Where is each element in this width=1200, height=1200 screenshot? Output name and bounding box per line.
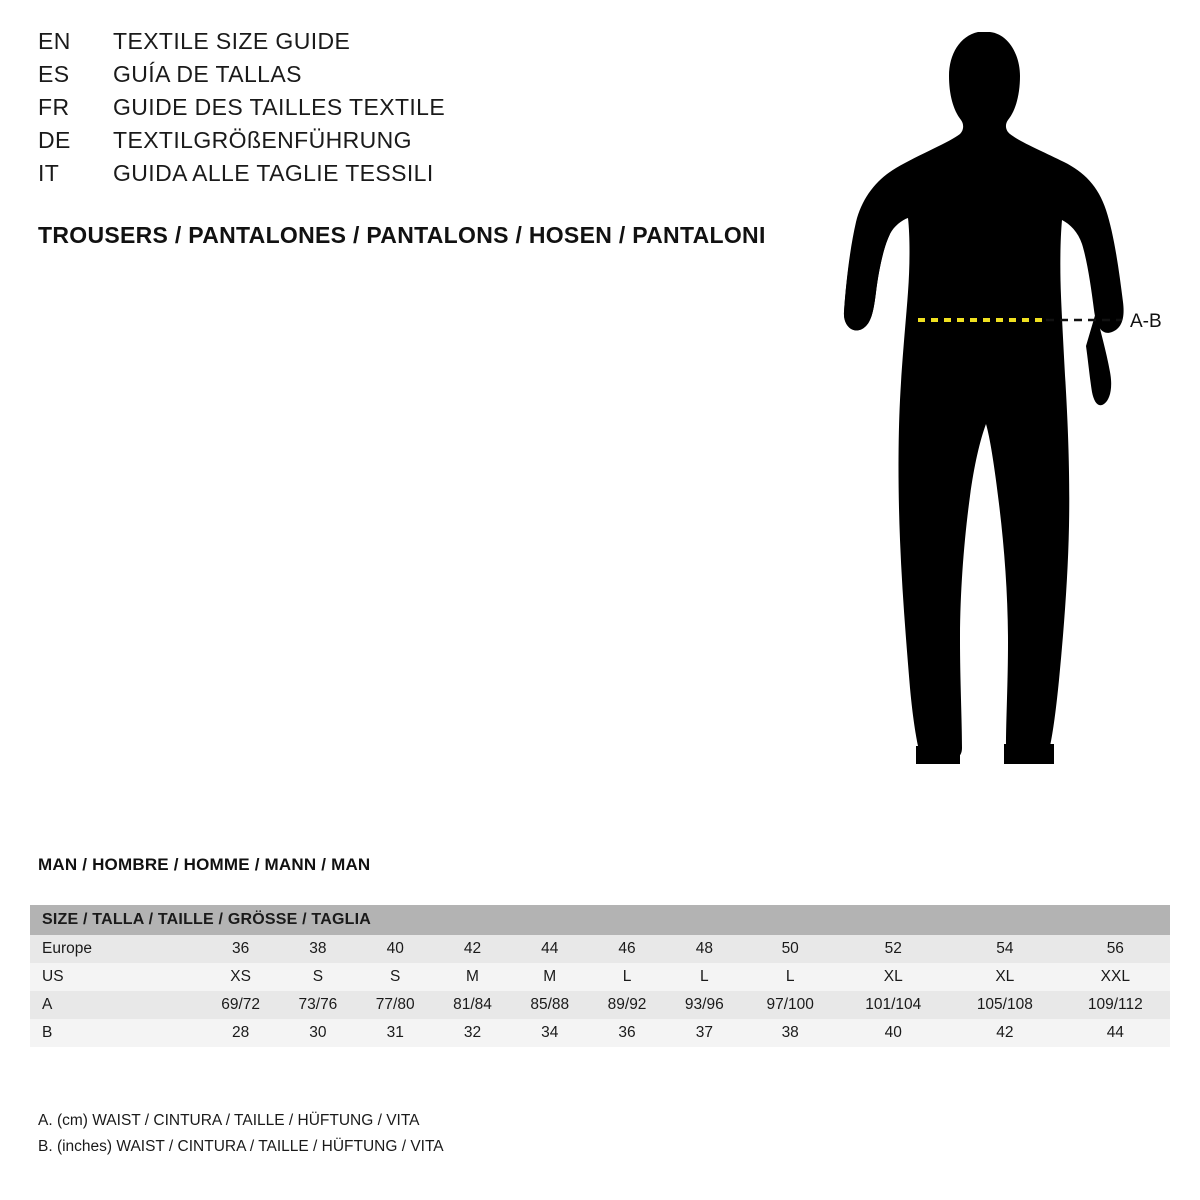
cell: 44	[1061, 1019, 1170, 1047]
cell: 77/80	[357, 991, 434, 1019]
cell: 73/76	[279, 991, 356, 1019]
cell: 56	[1061, 935, 1170, 963]
cell: 105/108	[949, 991, 1061, 1019]
cell: XL	[837, 963, 949, 991]
cell: 32	[434, 1019, 511, 1047]
cell: 38	[743, 1019, 837, 1047]
cell: M	[434, 963, 511, 991]
row-label-us: US	[30, 963, 202, 991]
cell: 40	[357, 935, 434, 963]
cell: M	[511, 963, 588, 991]
language-code-es: ES	[38, 61, 70, 87]
language-row-fr	[38, 94, 798, 127]
language-row-en	[38, 28, 798, 61]
cell: 30	[279, 1019, 356, 1047]
cell: L	[588, 963, 665, 991]
cell: 54	[949, 935, 1061, 963]
man-silhouette-icon	[844, 32, 1124, 764]
size-table	[30, 905, 1170, 1047]
cell: 85/88	[511, 991, 588, 1019]
language-code-it: IT	[38, 160, 60, 186]
language-text-es: GUÍA DE TALLAS	[113, 61, 302, 87]
cell: XL	[949, 963, 1061, 991]
waist-measure-label: A-B	[1130, 311, 1162, 332]
table-row	[30, 1019, 1170, 1047]
cell: 36	[202, 935, 279, 963]
cell: 36	[588, 1019, 665, 1047]
cell: 44	[511, 935, 588, 963]
cell: 34	[511, 1019, 588, 1047]
cell: 37	[666, 1019, 743, 1047]
footnotes	[38, 1108, 444, 1160]
row-label-b: B	[30, 1019, 202, 1047]
cell: L	[666, 963, 743, 991]
cell: 42	[949, 1019, 1061, 1047]
cell: 101/104	[837, 991, 949, 1019]
language-list	[38, 28, 798, 193]
language-text-fr: GUIDE DES TAILLES TEXTILE	[113, 94, 446, 120]
cell: 50	[743, 935, 837, 963]
cell: 42	[434, 935, 511, 963]
language-row-de	[38, 127, 798, 160]
language-row-it	[38, 160, 798, 193]
language-code-en: EN	[38, 28, 71, 54]
table-row	[30, 991, 1170, 1019]
table-row	[30, 963, 1170, 991]
cell: 38	[279, 935, 356, 963]
row-label-europe: Europe	[30, 935, 202, 963]
cell: 89/92	[588, 991, 665, 1019]
cell: 52	[837, 935, 949, 963]
cell: 28	[202, 1019, 279, 1047]
group-label: MAN / HOMBRE / HOMME / MANN / MAN	[38, 855, 371, 874]
silhouette-figure	[810, 20, 1190, 810]
cell: 69/72	[202, 991, 279, 1019]
language-row-es	[38, 61, 798, 94]
language-text-it: GUIDA ALLE TAGLIE TESSILI	[113, 160, 434, 186]
table-header-row	[30, 905, 1170, 935]
cell: S	[279, 963, 356, 991]
row-label-a: A	[30, 991, 202, 1019]
cell: 46	[588, 935, 665, 963]
cell: 31	[357, 1019, 434, 1047]
language-code-de: DE	[38, 127, 71, 153]
footnote-b: B. (inches) WAIST / CINTURA / TAILLE / HÜFTUNG / VITA	[38, 1138, 444, 1155]
garment-title: TROUSERS / PANTALONES / PANTALONS / HOSEN / PANTALONI	[38, 222, 766, 248]
language-text-de: TEXTILGRÖßENFÜHRUNG	[113, 127, 412, 153]
cell: 40	[837, 1019, 949, 1047]
language-code-fr: FR	[38, 94, 70, 120]
cell: S	[357, 963, 434, 991]
cell: XS	[202, 963, 279, 991]
language-text-en: TEXTILE SIZE GUIDE	[113, 28, 351, 54]
cell: XXL	[1061, 963, 1170, 991]
footnote-a: A. (cm) WAIST / CINTURA / TAILLE / HÜFTUNG / VITA	[38, 1112, 420, 1129]
cell: 48	[666, 935, 743, 963]
cell: 97/100	[743, 991, 837, 1019]
cell: 93/96	[666, 991, 743, 1019]
cell: 81/84	[434, 991, 511, 1019]
table-row	[30, 935, 1170, 963]
table-header-label: SIZE / TALLA / TAILLE / GRÖSSE / TAGLIA	[30, 905, 1170, 935]
cell: 109/112	[1061, 991, 1170, 1019]
cell: L	[743, 963, 837, 991]
